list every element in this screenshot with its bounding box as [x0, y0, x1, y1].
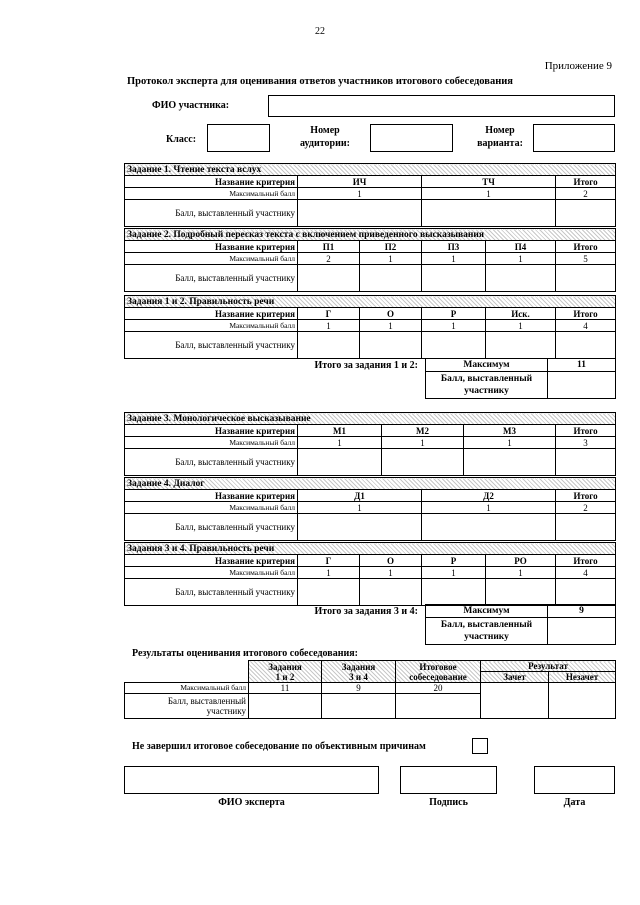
auditorium-field[interactable] [370, 124, 453, 152]
score-cell[interactable] [486, 265, 556, 292]
results-col-total: Итоговое собеседование [396, 661, 481, 683]
results-col-tasks34: Задания 3 и 4 [322, 661, 396, 683]
sum12-label: Итого за задания 1 и 2: [314, 360, 418, 371]
criterion-label: Название критерия [125, 425, 298, 437]
task1-table [124, 163, 616, 227]
sum34-score-cell[interactable] [548, 618, 616, 645]
score-cell[interactable] [360, 579, 422, 606]
max-value: 1 [298, 502, 422, 514]
score-label: Балл, выставленный участнику [125, 514, 298, 541]
max-value: 2 [556, 188, 616, 200]
max-value: 3 [556, 437, 616, 449]
results-score-cell[interactable] [322, 694, 396, 719]
participant-name-field[interactable] [268, 95, 615, 117]
page-title: Протокол эксперта для оценивания ответов участников итогового собеседования [127, 76, 513, 87]
score-cell[interactable] [298, 579, 360, 606]
max-value: 1 [422, 253, 486, 265]
task34-table [124, 542, 616, 606]
score-cell[interactable] [556, 265, 616, 292]
sum34-score-label: Балл, выставленный участнику [426, 618, 548, 645]
signature-label: Подпись [429, 797, 468, 808]
score-cell[interactable] [556, 514, 616, 541]
score-cell[interactable] [298, 200, 422, 227]
max-value: 1 [298, 567, 360, 579]
results-table [124, 660, 616, 719]
score-cell[interactable] [486, 579, 556, 606]
score-cell[interactable] [422, 332, 486, 359]
max-value: 1 [382, 437, 464, 449]
score-cell[interactable] [360, 265, 422, 292]
criterion-label: Название критерия [125, 490, 298, 502]
date-field[interactable] [534, 766, 615, 794]
total-label: Итого [556, 490, 616, 502]
results-max-value: 20 [396, 683, 481, 694]
score-cell[interactable] [422, 200, 556, 227]
task12-table [124, 295, 616, 359]
score-cell[interactable] [556, 200, 616, 227]
score-cell[interactable] [298, 514, 422, 541]
max-value: 5 [556, 253, 616, 265]
sum12-max-value: 11 [548, 359, 616, 372]
max-value: 4 [556, 567, 616, 579]
max-value: 1 [422, 567, 486, 579]
incomplete-checkbox[interactable] [472, 738, 488, 754]
criterion-r: Р [422, 555, 486, 567]
score-label: Балл, выставленный участнику [125, 449, 298, 476]
criterion-label: Название критерия [125, 555, 298, 567]
criterion-tch: ТЧ [422, 176, 556, 188]
results-max-label: Максимальный балл [125, 683, 249, 694]
max-value: 1 [298, 320, 360, 332]
results-fail-cell[interactable] [549, 683, 616, 719]
task1-title: Задание 1. Чтение текста вслух [125, 164, 616, 176]
task2-table [124, 228, 616, 292]
score-cell[interactable] [422, 579, 486, 606]
criterion-g: Г [298, 555, 360, 567]
results-score-label: Балл, выставленный участнику [125, 694, 249, 719]
page-number: 22 [315, 26, 325, 37]
criterion-p2: П2 [360, 241, 422, 253]
score-cell[interactable] [556, 332, 616, 359]
max-value: 1 [422, 320, 486, 332]
max-value: 1 [422, 188, 556, 200]
variant-label: Номер варианта: [477, 125, 523, 149]
criterion-m1: М1 [298, 425, 382, 437]
score-cell[interactable] [382, 449, 464, 476]
sum34-max-label: Максимум [426, 605, 548, 618]
task3-table [124, 412, 616, 476]
max-value: 1 [422, 502, 556, 514]
score-cell[interactable] [298, 265, 360, 292]
task34-title: Задания 3 и 4. Правильность речи [125, 543, 616, 555]
criterion-ich: ИЧ [298, 176, 422, 188]
criterion-m3: М3 [464, 425, 556, 437]
max-value: 1 [298, 188, 422, 200]
total-label: Итого [556, 425, 616, 437]
score-cell[interactable] [464, 449, 556, 476]
max-label: Максимальный балл [125, 253, 298, 265]
results-title: Результаты оценивания итогового собеседования: [132, 648, 358, 659]
variant-field[interactable] [533, 124, 615, 152]
criterion-label: Название критерия [125, 176, 298, 188]
results-col-result: Результат [481, 661, 616, 672]
results-score-cell[interactable] [396, 694, 481, 719]
score-label: Балл, выставленный участнику [125, 332, 298, 359]
signature-field[interactable] [400, 766, 497, 794]
sum34-label: Итого за задания 3 и 4: [314, 606, 418, 617]
score-cell[interactable] [422, 265, 486, 292]
criterion-d1: Д1 [298, 490, 422, 502]
score-label: Балл, выставленный участнику [125, 200, 298, 227]
sum12-max-label: Максимум [426, 359, 548, 372]
criterion-p3: П3 [422, 241, 486, 253]
criterion-r: Р [422, 308, 486, 320]
max-value: 1 [298, 437, 382, 449]
total-label: Итого [556, 555, 616, 567]
criterion-ro: РО [486, 555, 556, 567]
expert-label: ФИО эксперта [218, 797, 285, 808]
sum34-max-value: 9 [548, 605, 616, 618]
results-pass-label: Зачет [481, 672, 549, 683]
task3-title: Задание 3. Монологическое высказывание [125, 413, 616, 425]
appendix-label: Приложение 9 [544, 60, 612, 72]
score-cell[interactable] [298, 332, 360, 359]
criterion-m2: М2 [382, 425, 464, 437]
sum12-score-label: Балл, выставленный участнику [426, 372, 548, 399]
total-label: Итого [556, 176, 616, 188]
score-cell[interactable] [486, 332, 556, 359]
max-value: 4 [556, 320, 616, 332]
criterion-p1: П1 [298, 241, 360, 253]
max-label: Максимальный балл [125, 188, 298, 200]
max-value: 2 [298, 253, 360, 265]
total-label: Итого [556, 308, 616, 320]
criterion-label: Название критерия [125, 308, 298, 320]
results-max-value: 9 [322, 683, 396, 694]
max-value: 2 [556, 502, 616, 514]
sum12-score-cell[interactable] [548, 372, 616, 399]
criterion-g: Г [298, 308, 360, 320]
expert-name-field[interactable] [124, 766, 379, 794]
criterion-o: О [360, 308, 422, 320]
score-cell[interactable] [360, 332, 422, 359]
score-label: Балл, выставленный участнику [125, 579, 298, 606]
results-fail-label: Незачет [549, 672, 616, 683]
max-value: 1 [360, 567, 422, 579]
max-label: Максимальный балл [125, 437, 298, 449]
max-value: 1 [464, 437, 556, 449]
class-label: Класс: [166, 134, 197, 145]
task12-title: Задания 1 и 2. Правильность речи [125, 296, 616, 308]
max-value: 1 [486, 320, 556, 332]
score-cell[interactable] [556, 579, 616, 606]
results-col-tasks12: Задания 1 и 2 [249, 661, 322, 683]
criterion-label: Название критерия [125, 241, 298, 253]
max-label: Максимальный балл [125, 567, 298, 579]
max-value: 1 [360, 320, 422, 332]
task4-table [124, 477, 616, 541]
participant-label: ФИО участника: [152, 100, 230, 111]
criterion-p4: П4 [486, 241, 556, 253]
class-field[interactable] [207, 124, 270, 152]
max-value: 1 [486, 253, 556, 265]
date-label: Дата [563, 797, 586, 808]
score-label: Балл, выставленный участнику [125, 265, 298, 292]
score-cell[interactable] [556, 449, 616, 476]
score-cell[interactable] [422, 514, 556, 541]
max-label: Максимальный балл [125, 502, 298, 514]
results-max-value: 11 [249, 683, 322, 694]
task2-title: Задание 2. Подробный пересказ текста с включением приведенного высказывания [125, 229, 616, 241]
sum12-table [425, 358, 616, 399]
incomplete-label: Не завершил итоговое собеседование по объективным причинам [132, 741, 426, 752]
max-value: 1 [360, 253, 422, 265]
max-value: 1 [486, 567, 556, 579]
max-label: Максимальный балл [125, 320, 298, 332]
task4-title: Задание 4. Диалог [125, 478, 616, 490]
total-label: Итого [556, 241, 616, 253]
criterion-isk: Иск. [486, 308, 556, 320]
auditorium-label: Номер аудитории: [300, 125, 350, 149]
score-cell[interactable] [298, 449, 382, 476]
results-score-cell[interactable] [249, 694, 322, 719]
sum34-table [425, 604, 616, 645]
criterion-o: О [360, 555, 422, 567]
criterion-d2: Д2 [422, 490, 556, 502]
results-pass-cell[interactable] [481, 683, 549, 719]
